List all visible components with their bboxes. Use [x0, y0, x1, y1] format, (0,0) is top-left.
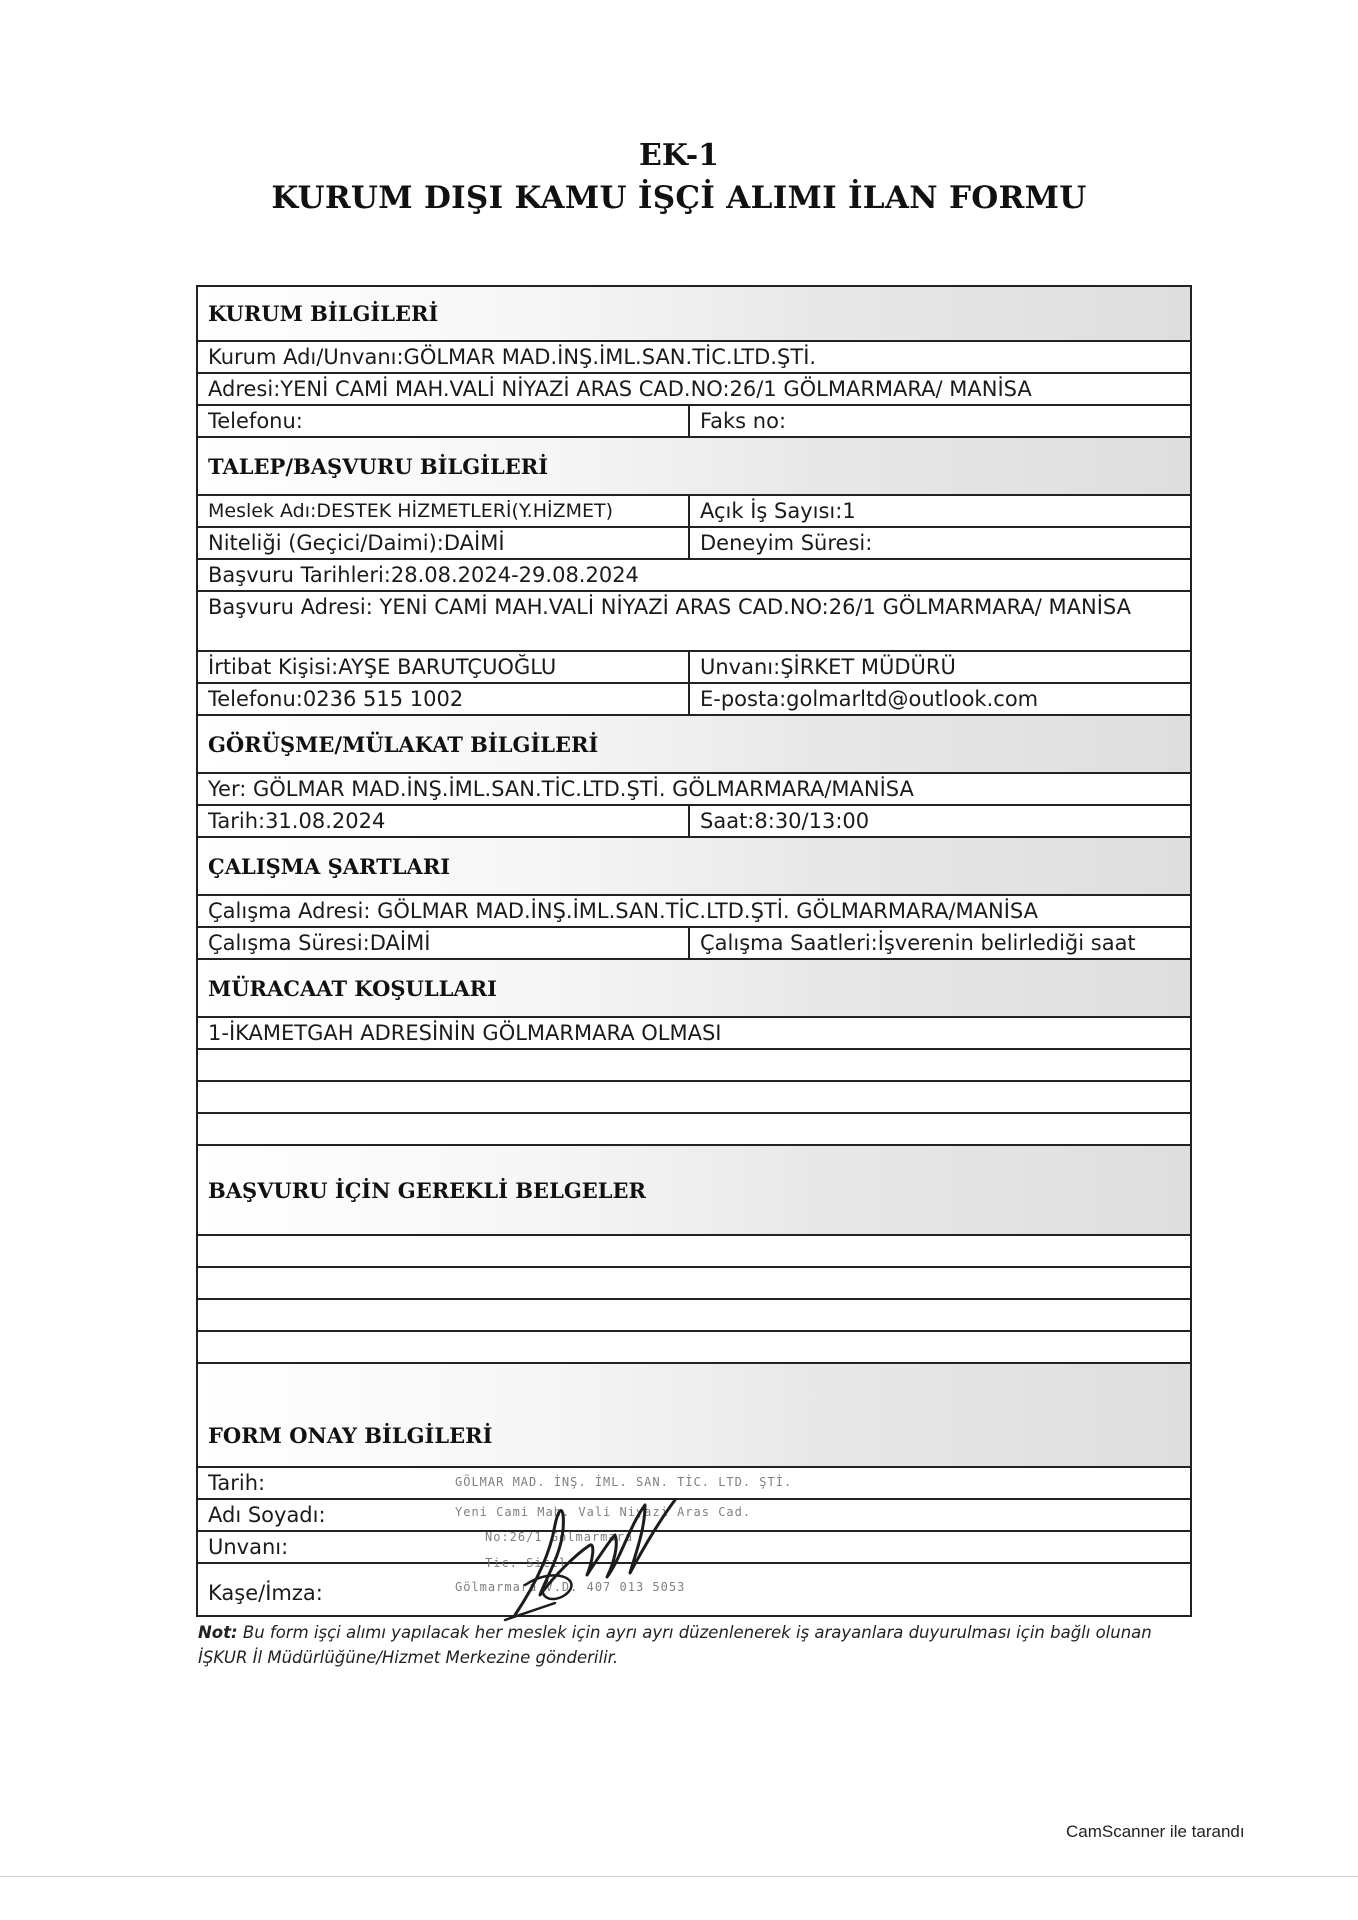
basvuru-tarihleri: Başvuru Tarihleri:28.08.2024-29.08.2024	[208, 563, 639, 587]
irtibat-kisisi: İrtibat Kişisi:AYŞE BARUTÇUOĞLU	[208, 655, 557, 679]
row-muracaat-1	[198, 1016, 1190, 1048]
gorusme-yer: Yer: GÖLMAR MAD.İNŞ.İML.SAN.TİC.LTD.ŞTİ. GÖLMARMARA/MANİSA	[208, 777, 914, 801]
row-calisma-sure	[198, 926, 1190, 958]
row-meslek	[198, 494, 1190, 526]
section-title: BAŞVURU İÇİN GEREKLİ BELGELER	[208, 1177, 646, 1203]
basvuru-adresi: Başvuru Adresi: YENİ CAMİ MAH.VALİ NİYAZİ ARAS CAD.NO:26/1 GÖLMARMARA/ MANİSA	[208, 595, 1131, 619]
document-title: KURUM DIŞI KAMU İŞÇİ ALIMI İLAN FORMU	[271, 180, 1087, 216]
kurum-unvan: Kurum Adı/Unvanı:GÖLMAR MAD.İNŞ.İML.SAN.TİC.LTD.ŞTİ.	[208, 345, 817, 369]
stamp-line: No:26/1 Gölmarmara	[485, 1530, 634, 1544]
acik-is-sayisi: Açık İş Sayısı:1	[688, 496, 1190, 526]
job-posting-form	[196, 285, 1192, 1617]
muracaat-kosulu: 1-İKAMETGAH ADRESİNİN GÖLMARMARA OLMASI	[208, 1021, 722, 1045]
row-kurum-adres	[198, 372, 1190, 404]
calisma-suresi: Çalışma Süresi:DAİMİ	[208, 931, 431, 955]
row-muracaat-empty	[198, 1112, 1190, 1144]
section-title: TALEP/BAŞVURU BİLGİLERİ	[208, 453, 549, 479]
stamp-line: Yeni Cami Mah. Vali Niyazi Aras Cad.	[455, 1505, 752, 1519]
kurum-adres: Adresi:YENİ CAMİ MAH.VALİ NİYAZİ ARAS CAD.NO:26/1 GÖLMARMARA/ MANİSA	[208, 377, 1032, 401]
stamp-line: Gölmarmara V.D. 407 013 5053	[455, 1580, 686, 1594]
row-basvuru-adresi	[198, 590, 1190, 650]
niteligi: Niteliği (Geçici/Daimi):DAİMİ	[208, 531, 505, 555]
row-gorusme-yer	[198, 772, 1190, 804]
section-muracaat	[198, 958, 1190, 1016]
row-muracaat-empty	[198, 1048, 1190, 1080]
meslek-adi: Meslek Adı:DESTEK HİZMETLERİ(Y.HİZMET)	[208, 500, 614, 522]
handwritten-signature	[495, 1485, 695, 1625]
gorusme-tarih: Tarih:31.08.2024	[208, 809, 386, 833]
row-muracaat-empty	[198, 1080, 1190, 1112]
section-talep	[198, 436, 1190, 494]
onay-tarih: Tarih:	[208, 1471, 266, 1495]
section-calisma	[198, 836, 1190, 894]
row-calisma-adres	[198, 894, 1190, 926]
section-title: MÜRACAAT KOŞULLARI	[208, 975, 497, 1001]
kurum-telefon: Telefonu:	[208, 409, 303, 433]
irtibat-eposta: E-posta:golmarltd@outlook.com	[688, 684, 1190, 714]
section-gorusme	[198, 714, 1190, 772]
stamp-line: Tic. Sicil	[485, 1556, 568, 1570]
onay-adi-soyadi: Adı Soyadı:	[208, 1503, 326, 1527]
page-bottom-divider	[0, 1876, 1358, 1877]
section-belgeler	[198, 1144, 1190, 1234]
section-title: ÇALIŞMA ŞARTLARI	[208, 853, 451, 879]
section-onay	[198, 1362, 1190, 1466]
row-irtibat-iletisim	[198, 682, 1190, 714]
kurum-faks: Faks no:	[688, 406, 1190, 436]
row-belge-empty	[198, 1330, 1190, 1362]
note-label: Not:	[198, 1623, 238, 1642]
row-belge-empty	[198, 1298, 1190, 1330]
form-note	[198, 1620, 1188, 1670]
onay-kase-imza: Kaşe/İmza:	[208, 1581, 323, 1605]
row-belge-empty	[198, 1234, 1190, 1266]
calisma-saatleri: Çalışma Saatleri:İşverenin belirlediği saat	[688, 928, 1190, 958]
note-text: Bu form işçi alımı yapılacak her meslek için ayrı ayrı düzenlenerek iş arayanlara duyurulması için bağlı olunan İŞKUR İl Müdürlüğüne/Hizmet Merkezine gönderilir.	[198, 1623, 1152, 1667]
section-kurum	[198, 287, 1190, 340]
calisma-adresi: Çalışma Adresi: GÖLMAR MAD.İNŞ.İML.SAN.TİC.LTD.ŞTİ. GÖLMARMARA/MANİSA	[208, 899, 1038, 923]
row-kurum-telefon	[198, 404, 1190, 436]
row-irtibat	[198, 650, 1190, 682]
row-kurum-unvan	[198, 340, 1190, 372]
irtibat-telefon: Telefonu:0236 515 1002	[208, 687, 464, 711]
irtibat-unvan: Unvanı:ŞİRKET MÜDÜRÜ	[688, 652, 1190, 682]
onay-unvan: Unvanı:	[208, 1535, 289, 1559]
row-gorusme-tarih	[198, 804, 1190, 836]
row-nitelik	[198, 526, 1190, 558]
row-basvuru-tarihleri	[198, 558, 1190, 590]
section-title: GÖRÜŞME/MÜLAKAT BİLGİLERİ	[208, 731, 599, 757]
gorusme-saat: Saat:8:30/13:00	[688, 806, 1190, 836]
section-title: FORM ONAY BİLGİLERİ	[208, 1422, 493, 1448]
section-title: KURUM BİLGİLERİ	[208, 301, 439, 326]
stamp-line: GÖLMAR MAD. İNŞ. İML. SAN. TİC. LTD. ŞTİ.	[455, 1475, 793, 1489]
deneyim-suresi: Deneyim Süresi:	[688, 528, 1190, 558]
row-belge-empty	[198, 1266, 1190, 1298]
document-code: EK-1	[638, 138, 720, 173]
scanner-watermark: CamScanner ile tarandı	[1066, 1822, 1245, 1841]
